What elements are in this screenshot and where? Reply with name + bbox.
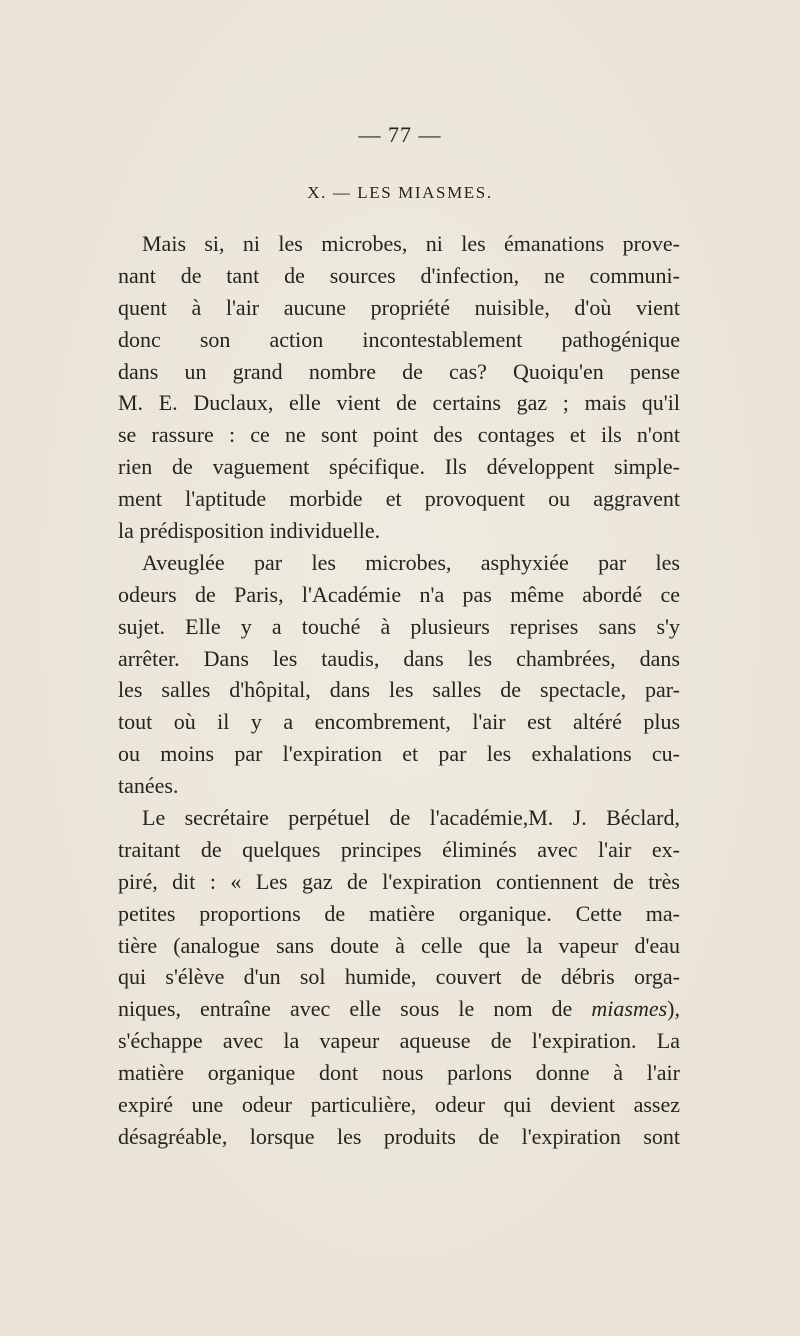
- text-line: ment l'aptitude morbide et provoquent ou aggravent: [118, 486, 680, 512]
- page-number: — 77 —: [358, 122, 442, 147]
- text-segment: ),: [667, 996, 680, 1022]
- text-line: nant de tant de sources d'infection, ne communi-: [118, 262, 680, 288]
- text-line: les salles d'hôpital, dans les salles de spectacle, par-: [118, 677, 680, 703]
- text-line: dans un grand nombre de cas? Quoiqu'en pense: [118, 358, 680, 384]
- text-line: petites proportions de matière organique. Cette ma-: [118, 900, 680, 926]
- text-line: se rassure : ce ne sont point des contages et ils n'ont: [118, 422, 680, 448]
- text-line: rien de vaguement spécifique. Ils développent simple-: [118, 454, 680, 480]
- italic-word: miasmes: [591, 996, 668, 1022]
- text-line: qui s'élève d'un sol humide, couvert de débris orga-: [118, 964, 680, 990]
- paragraph-3: [118, 802, 680, 1153]
- text-line: odeurs de Paris, l'Académie n'a pas même abordé ce: [118, 581, 680, 607]
- text-line: la prédisposition individuelle.: [118, 518, 381, 544]
- text-line: expiré une odeur particulière, odeur qui devient assez: [118, 1092, 680, 1118]
- text-line-with-italic: [118, 993, 680, 1025]
- text-line: Mais si, ni les microbes, ni les émanations prove-: [142, 231, 680, 256]
- text-line: tanées.: [118, 773, 179, 799]
- text-line: arrêter. Dans les taudis, dans les chambrées, dans: [118, 645, 680, 671]
- text-line: désagréable, lorsque les produits de l'expiration sont: [118, 1123, 680, 1149]
- text-line: Aveuglée par les microbes, asphyxiée par les: [142, 549, 680, 575]
- paragraph-2: [118, 547, 680, 802]
- text-line: M. E. Duclaux, elle vient de certains gaz ; mais qu'il: [118, 390, 680, 416]
- paragraph-1: [118, 228, 680, 547]
- text-line: quent à l'air aucune propriété nuisible, d'où vient: [118, 294, 680, 320]
- text-line: matière organique dont nous parlons donne à l'air: [118, 1060, 680, 1086]
- body-text: [118, 228, 680, 1153]
- text-line: traitant de quelques principes éliminés avec l'air ex-: [118, 836, 680, 862]
- text-line: sujet. Elle y a touché à plusieurs reprises sans s'y: [118, 613, 680, 639]
- text-line: piré, dit : « Les gaz de l'expiration contiennent de très: [118, 868, 680, 894]
- text-line: ou moins par l'expiration et par les exhalations cu-: [118, 741, 680, 767]
- text-line: Le secrétaire perpétuel de l'académie,M. J. Béclard,: [142, 805, 680, 831]
- text-line: s'échappe avec la vapeur aqueuse de l'expiration. La: [118, 1028, 680, 1054]
- text-line: donc son action incontestablement pathogénique: [118, 326, 680, 352]
- text-line: tière (analogue sans doute à celle que la vapeur d'eau: [118, 932, 680, 958]
- text-line: tout où il y a encombrement, l'air est altéré plus: [118, 709, 680, 735]
- chapter-title: X. — LES MIASMES.: [307, 183, 493, 202]
- text-segment: niques, entraîne avec elle sous le nom de: [118, 996, 592, 1022]
